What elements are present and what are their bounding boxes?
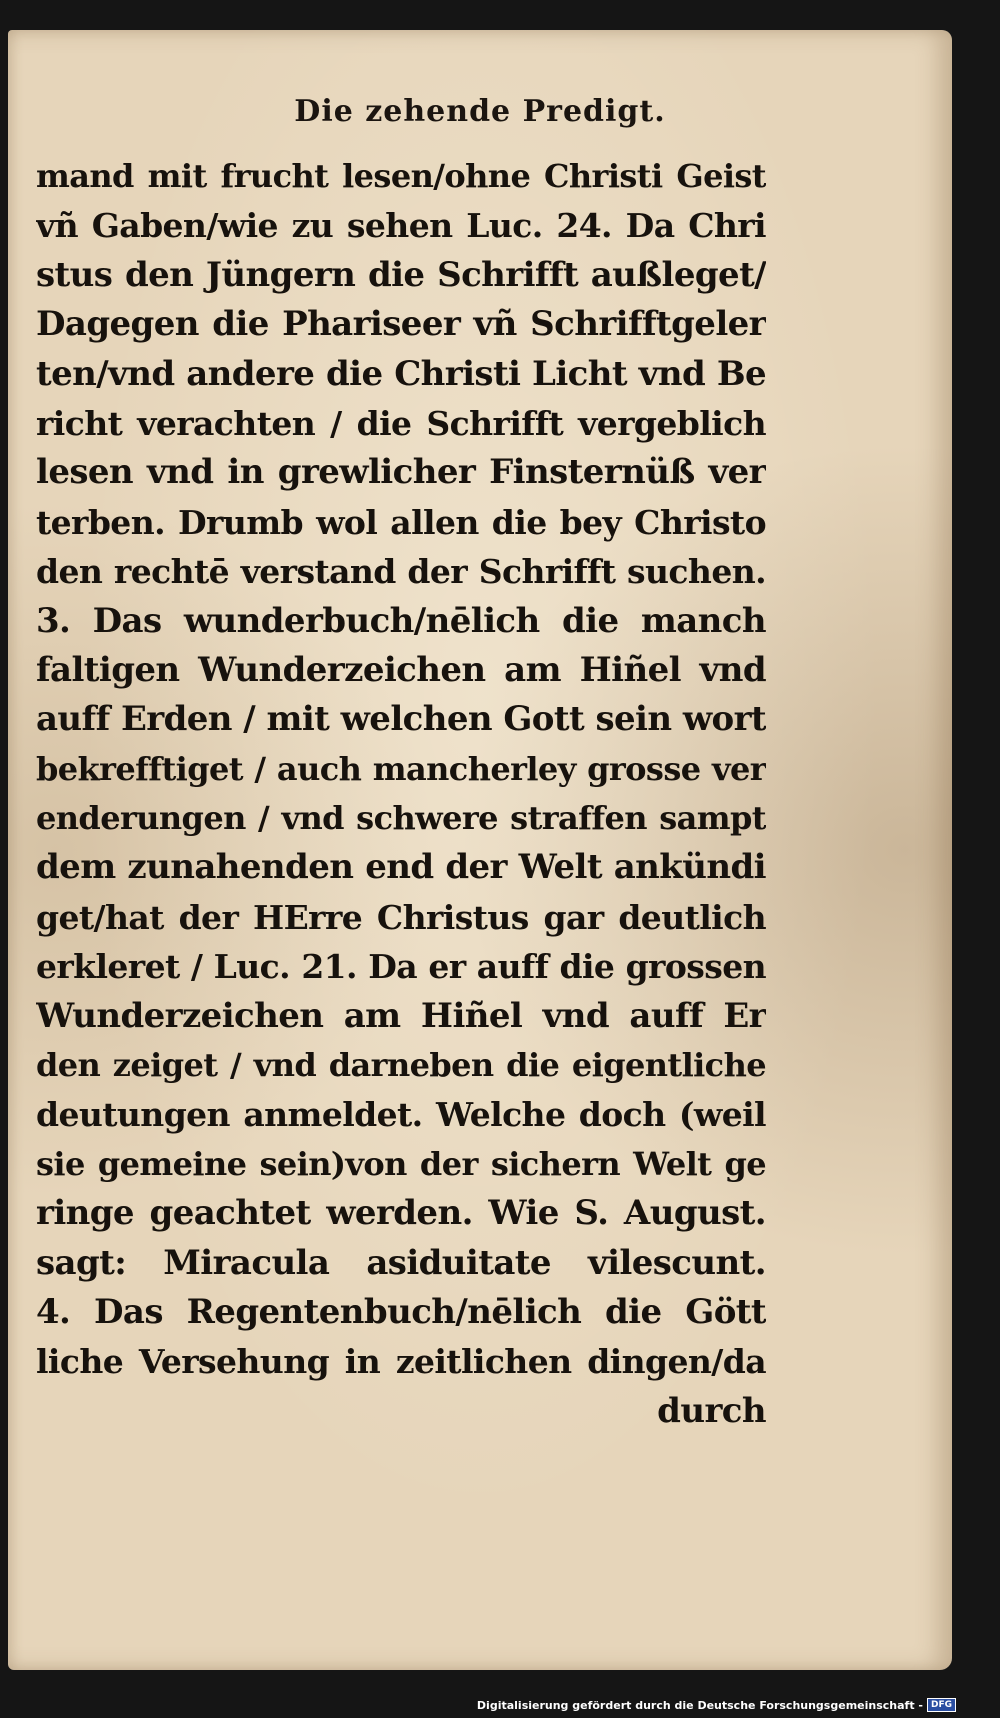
text-line: dem zunahenden end der Welt ankündi: [36, 847, 766, 888]
text-line: auff Erden / mit welchen Gott sein wort: [36, 699, 766, 740]
text-line: sagt: Miracula asiduitate vilescunt.: [36, 1242, 766, 1283]
text-line: 4. Das Regentenbuch/nēlich die Gött: [36, 1291, 766, 1332]
text-line: faltigen Wunderzeichen am Hiñel vnd: [36, 649, 766, 690]
text-line: 3. Das wunderbuch/nēlich die manch: [36, 600, 766, 641]
text-line: erkleret / Luc. 21. Da er auff die grossen: [36, 947, 766, 987]
text-line: lesen vnd in grewlicher Finsternüß ver: [36, 452, 766, 493]
text-line: liche Versehung in zeitlichen dingen/da: [36, 1342, 766, 1382]
text-line: ten/vnd andere die Christi Licht vnd Be: [36, 353, 766, 394]
book-page: [8, 30, 952, 1670]
text-line: Dagegen die Phariseer vñ Schrifftgeler: [36, 304, 766, 345]
text-line: richt verachten / die Schrifft vergeblich: [36, 403, 766, 443]
text-line: mand mit frucht lesen/ohne Christi Geist: [36, 157, 766, 195]
text-line: den zeiget / vnd darneben die eigentliche: [36, 1046, 766, 1085]
text-line: ringe geachtet werden. Wie S. August.: [36, 1193, 766, 1234]
text-line: sie gemeine sein)von der sichern Welt ge: [36, 1144, 766, 1183]
catchword: durch: [657, 1390, 766, 1431]
text-line: deutungen anmeldet. Welche doch (weil: [36, 1095, 766, 1135]
text-line: bekrefftiget / auch mancherley grosse ver: [36, 749, 766, 788]
text-line: vñ Gaben/wie zu sehen Luc. 24. Da Chri: [36, 206, 766, 246]
text-line: stus den Jüngern die Schrifft außleget/: [36, 254, 766, 295]
digitization-credit: [477, 1698, 956, 1712]
text-line: den rechtē verstand der Schrifft suchen.: [36, 552, 766, 592]
text-line: Wunderzeichen am Hiñel vnd auff Er: [36, 995, 766, 1036]
body-text: [36, 152, 766, 1436]
text-line: get/hat der HErre Christus gar deutlich: [36, 897, 766, 937]
credit-text: Digitalisierung gefördert durch die Deutsche Forschungsgemeinschaft -: [476, 1698, 923, 1712]
dfg-logo: DFG: [927, 1698, 956, 1712]
text-line: terben. Drumb wol allen die bey Christo: [36, 502, 766, 542]
running-head: Die zehende Predigt.: [294, 94, 666, 129]
text-line: enderungen / vnd schwere straffen sampt: [36, 799, 766, 838]
